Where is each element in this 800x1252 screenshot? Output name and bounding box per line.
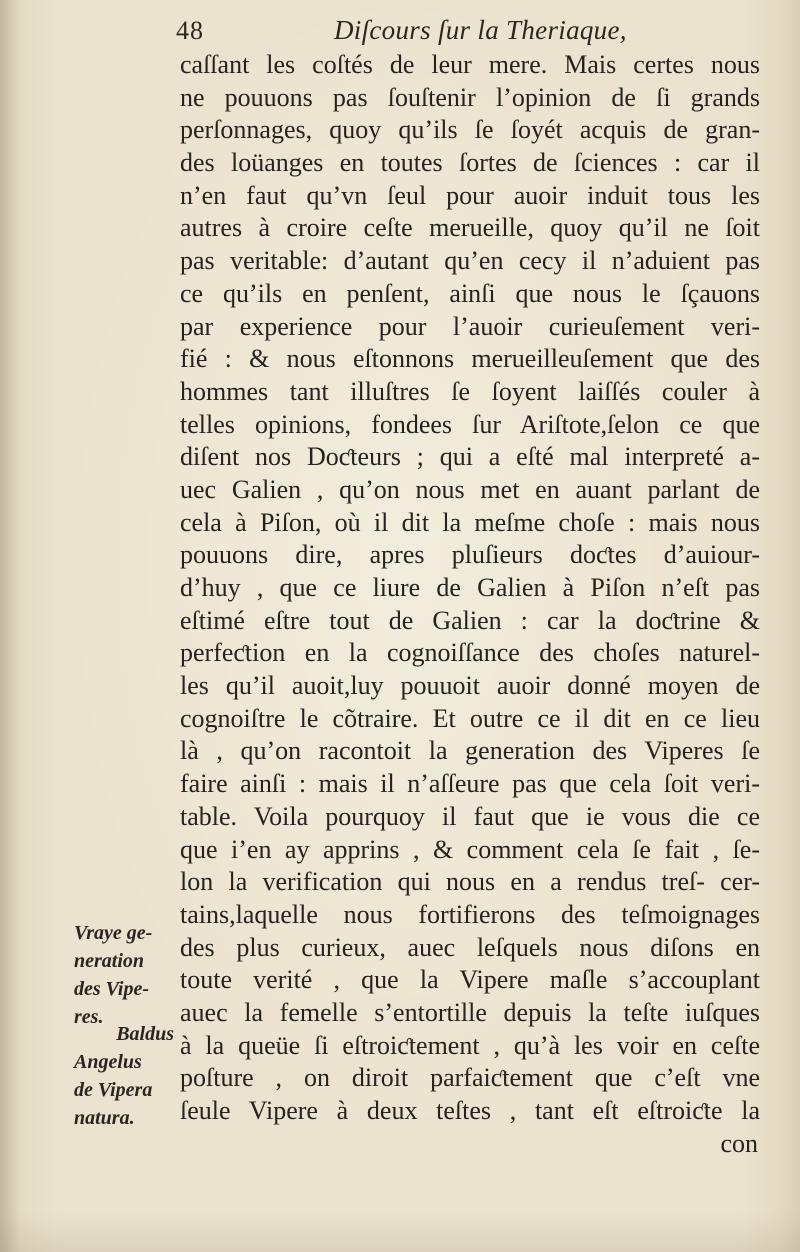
text-line: uec Galien , qu’on nous met en auant parlant de [180, 474, 760, 504]
margin-note-line: neration [74, 950, 145, 972]
text-line: d’huy , que ce liure de Galien à Piſon n’eſt pas [180, 573, 760, 602]
text-line: les qu’il auoit,luy pouuoit auoir donné moyen de [180, 671, 760, 701]
text-line: ce qu’ils en penſent, ainſi que nous le ſçauons [180, 278, 760, 308]
text-line: poſture , on diroit parfaiƈtement que c’eſt vne [180, 1063, 760, 1093]
text-line: que i’en ay apprins , & comment cela ſe fait , ſe- [180, 834, 760, 864]
main-text-block [180, 49, 760, 1160]
text-line: des loüanges en toutes ſortes de ſciences : car il [180, 148, 760, 178]
margin-note-line: Angelus [74, 1051, 142, 1073]
text-line: pouuons dire, apres pluſieurs doƈtes d’auiour- [180, 540, 760, 570]
text-line: perfeƈtion en la cognoiſſance des choſes naturel- [180, 638, 760, 668]
text-line: ne pouuons pas ſouſtenir l’opinion de ſi grands [180, 82, 760, 112]
margin-note-line: des Vipe- [74, 978, 149, 1000]
margin-note-line: de Vipera [74, 1079, 153, 1101]
text-line: n’en faut qu’vn ſeul pour auoir induit tous les [180, 180, 760, 210]
margin-note-line: Baldus [116, 1023, 174, 1045]
text-line: diſent nos Doƈteurs ; qui a eſté mal interpreté a- [180, 442, 760, 472]
catchword: con [720, 1128, 758, 1158]
text-line: fié : & nous eſtonnons merueilleuſement que des [180, 344, 760, 374]
text-line: des plus curieux, auec leſquels nous diſons en [180, 932, 760, 962]
text-line: eſtimé eſtre tout de Galien : car la doƈtrine & [180, 605, 760, 635]
text-line: caſſant les coſtés de leur mere. Mais certes nous [180, 50, 760, 79]
text-line: cognoiſtre le cõtraire. Et outre ce il dit en ce lieu [180, 703, 760, 733]
text-line: telles opinions, fondees ſur Ariſtote,ſelon ce que [180, 409, 760, 439]
text-line: à la queüe ſi eſtroiƈtement , qu’à les voir en ceſte [180, 1030, 760, 1060]
text-line: ſeule Vipere à deux teſtes , tant eſt eſtroiƈte la [180, 1096, 760, 1125]
margin-note-line: res. [74, 1006, 104, 1028]
page-header [176, 14, 776, 48]
page-number: 48 [176, 16, 204, 45]
margin-note-line: Vraye ge- [74, 922, 153, 944]
text-line: cela à Piſon, où il dit la meſme choſe : mais nous [180, 507, 760, 537]
running-title: Diſcours ſur la Theriaque, [334, 15, 627, 45]
text-line: auec la femelle s’entortille depuis la teſte iuſques [180, 997, 760, 1027]
text-line: pas veritable: d’autant qu’en cecy il n’aduient pas [180, 246, 760, 276]
text-line: faire ainſi : mais il n’aſſeure pas que cela ſoit veri- [180, 769, 760, 799]
text-line: perſonnages, quoy qu’ils ſe ſoyét acquis de gran- [180, 115, 760, 145]
text-line: lon la verification qui nous en a rendus treſ- cer- [180, 867, 760, 897]
text-line: par experience pour l’auoir curieuſement veri- [180, 311, 760, 341]
text-line: hommes tant illuſtres ſe ſoyent laiſſés couler à [180, 376, 760, 406]
margin-note-source [74, 1020, 176, 1132]
text-line: toute verité , que la Vipere maſle s’accouplant [180, 965, 760, 995]
text-line: tains,laquelle nous fortifierons des teſmoignages [180, 899, 760, 929]
margin-note-generation [74, 919, 176, 1031]
text-line: table. Voila pourquoy il faut que ie vous die ce [180, 801, 760, 831]
text-line: autres à croire ceſte merueille, quoy qu’il ne ſoit [180, 213, 760, 243]
margin-note-line: natura. [74, 1107, 135, 1129]
text-line: là , qu’on racontoit la generation des Viperes ſe [180, 736, 760, 766]
